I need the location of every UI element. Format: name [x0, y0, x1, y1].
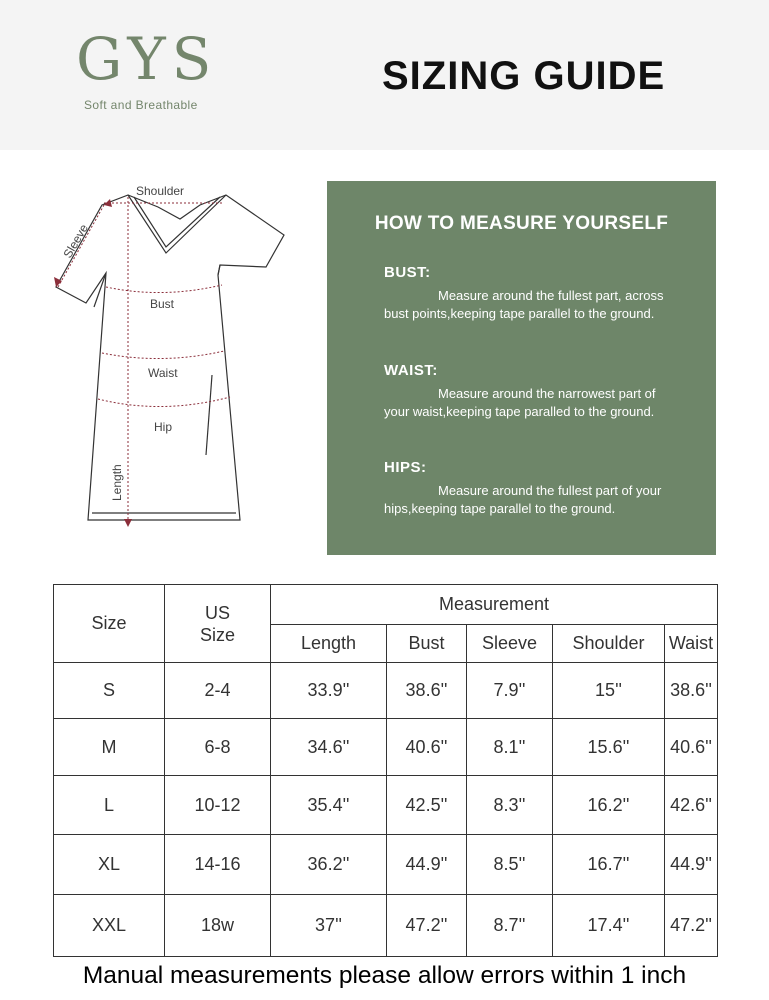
- cell-sleeve: 8.3'': [467, 776, 553, 834]
- table-row: [54, 894, 718, 956]
- panel-title: HOW TO MEASURE YOURSELF: [374, 213, 669, 234]
- label-sleeve: Sleeve: [60, 221, 91, 261]
- cell-waist: 38.6'': [665, 663, 718, 719]
- cell-length: 37'': [271, 894, 387, 956]
- cell-size: XXL: [54, 894, 165, 956]
- how-to-measure-panel: [327, 181, 716, 555]
- brand-tagline: Soft and Breathable: [84, 98, 198, 112]
- bust-line: [106, 285, 222, 293]
- hips-instruction: [384, 459, 684, 517]
- page-title: SIZING GUIDE: [382, 54, 666, 98]
- cell-shoulder: 16.7'': [553, 834, 665, 894]
- cell-bust: 40.6'': [387, 719, 467, 776]
- cell-us-size: 6-8: [165, 719, 271, 776]
- bust-text: Measure around the fullest part, across bust points,keeping tape parallel to the ground.: [384, 288, 664, 321]
- cell-bust: 38.6'': [387, 663, 467, 719]
- table-row: [54, 834, 718, 894]
- cell-sleeve: 8.5'': [467, 834, 553, 894]
- cell-sleeve: 8.1'': [467, 719, 553, 776]
- hips-text: Measure around the fullest part of your hips,keeping tape parallel to the ground.: [384, 483, 662, 516]
- cell-waist: 47.2'': [665, 894, 718, 956]
- header-size: Size: [54, 585, 165, 663]
- dress-diagram: [40, 175, 300, 540]
- cell-us-size: 2-4: [165, 663, 271, 719]
- cell-shoulder: 15.6'': [553, 719, 665, 776]
- brand-logo: GYS: [76, 25, 218, 93]
- waist-heading: WAIST:: [384, 362, 438, 379]
- cell-length: 36.2'': [271, 834, 387, 894]
- waist-line: [102, 351, 224, 359]
- cell-us-size: 14-16: [165, 834, 271, 894]
- table-row: [54, 663, 718, 719]
- header-length: Length: [271, 625, 387, 663]
- cell-size: L: [54, 776, 165, 834]
- hips-heading: HIPS:: [384, 459, 427, 476]
- size-table: [53, 584, 718, 957]
- bust-instruction: [384, 264, 684, 322]
- label-shoulder: Shoulder: [136, 184, 185, 198]
- table-row: [54, 776, 718, 834]
- cell-sleeve: 7.9'': [467, 663, 553, 719]
- waist-text: Measure around the narrowest part of your waist,keeping tape paralled to the ground.: [384, 386, 656, 419]
- header-waist: Waist: [665, 625, 718, 663]
- cell-waist: 44.9'': [665, 834, 718, 894]
- cell-waist: 40.6'': [665, 719, 718, 776]
- cell-us-size: 10-12: [165, 776, 271, 834]
- footer-note: Manual measurements please allow errors within 1 inch: [82, 962, 687, 989]
- cell-size: XL: [54, 834, 165, 894]
- cell-bust: 47.2'': [387, 894, 467, 956]
- dress-neckline: [128, 195, 226, 253]
- bust-heading: BUST:: [384, 264, 431, 281]
- header-shoulder: Shoulder: [553, 625, 665, 663]
- label-hip: Hip: [154, 420, 173, 434]
- cell-sleeve: 8.7'': [467, 894, 553, 956]
- cell-waist: 42.6'': [665, 776, 718, 834]
- cell-size: S: [54, 663, 165, 719]
- cell-shoulder: 15'': [553, 663, 665, 719]
- cell-size: M: [54, 719, 165, 776]
- label-length: Length: [110, 464, 124, 501]
- cell-length: 34.6'': [271, 719, 387, 776]
- header-measurement: Measurement: [271, 585, 718, 625]
- table-row: [54, 719, 718, 776]
- cell-bust: 42.5'': [387, 776, 467, 834]
- header-sleeve: Sleeve: [467, 625, 553, 663]
- cell-length: 33.9'': [271, 663, 387, 719]
- cell-shoulder: 16.2'': [553, 776, 665, 834]
- waist-instruction: [384, 362, 684, 420]
- label-waist: Waist: [148, 366, 178, 380]
- header-bust: Bust: [387, 625, 467, 663]
- label-bust: Bust: [150, 297, 175, 311]
- cell-bust: 44.9'': [387, 834, 467, 894]
- header-band: [0, 0, 769, 150]
- cell-length: 35.4'': [271, 776, 387, 834]
- cell-us-size: 18w: [165, 894, 271, 956]
- header-us-size: US Size: [165, 585, 271, 663]
- cell-shoulder: 17.4'': [553, 894, 665, 956]
